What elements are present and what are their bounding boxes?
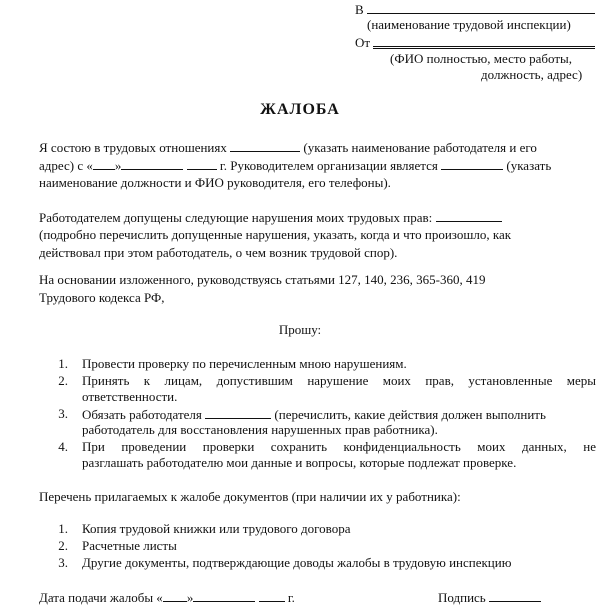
signature-blank bbox=[489, 589, 541, 602]
footer-signature: Подпись bbox=[438, 589, 541, 606]
attachment-2-number: 2. bbox=[58, 538, 68, 553]
day-blank bbox=[93, 157, 115, 170]
violations-blank bbox=[436, 209, 502, 222]
para1-line2: адрес) с « » г. Руководителем организации является (указать bbox=[39, 158, 552, 173]
para1-line1: Я состою в трудовых отношениях (указать наименование работодателя и его bbox=[39, 140, 537, 155]
request-4-line1: При проведении проверки сохранить конфиденциальность моих данных, не bbox=[82, 439, 596, 454]
request-2-line1: Принять к лицам, допустившим нарушение моих прав, установленные меры bbox=[82, 373, 596, 388]
footer-month-blank bbox=[193, 589, 255, 602]
para2-line1: Работодателем допущены следующие нарушения моих трудовых прав: bbox=[39, 209, 502, 226]
attachment-2-text: Расчетные листы bbox=[82, 538, 177, 553]
request-1-number: 1. bbox=[58, 356, 68, 371]
footer-day-blank bbox=[163, 589, 187, 602]
attachment-1-number: 1. bbox=[58, 521, 68, 536]
actions-blank bbox=[205, 406, 271, 419]
attachments-heading: Перечень прилагаемых к жалобе документов (при наличии их у работника): bbox=[39, 489, 461, 504]
para2-line3: действовал при этом работодатель, о чем возник трудовой спор). bbox=[39, 245, 398, 260]
para2-line2: (подробно перечислить допущенные нарушения, указать, когда и что произошло, как bbox=[39, 227, 512, 242]
request-3-number: 3. bbox=[58, 406, 68, 421]
attachment-3-text: Другие документы, подтверждающие доводы жалобы в трудовую инспекцию bbox=[82, 555, 512, 570]
request-3-line1: Обязать работодателя (перечислить, какие действия должен выполнить bbox=[82, 407, 546, 422]
header-from-label: От bbox=[355, 35, 371, 50]
request-3-line2: работодатель для восстановления нарушенных прав работника). bbox=[82, 422, 438, 437]
footer-year-blank bbox=[259, 589, 285, 602]
attachment-3-number: 3. bbox=[58, 555, 68, 570]
header-to-caption: (наименование трудовой инспекции) bbox=[367, 17, 571, 32]
request-2-number: 2. bbox=[58, 373, 68, 388]
para3-line2: Трудового кодекса РФ, bbox=[39, 290, 165, 305]
request-1-line1: Провести проверку по перечисленным мною нарушениям. bbox=[82, 356, 407, 371]
attachment-1-text: Копия трудовой книжки или трудового договора bbox=[82, 521, 351, 536]
header-to-blank bbox=[367, 1, 595, 14]
employer-blank bbox=[230, 139, 300, 152]
header-to-label: В bbox=[355, 2, 364, 17]
month-blank bbox=[121, 157, 183, 170]
year-blank bbox=[187, 157, 217, 170]
header-from-caption-1: (ФИО полностью, место работы, bbox=[390, 51, 572, 66]
header-to-row bbox=[355, 1, 595, 18]
header-from-caption-2: должность, адрес) bbox=[481, 67, 583, 82]
footer-date: Дата подачи жалобы « » г. bbox=[39, 590, 295, 605]
request-4-number: 4. bbox=[58, 439, 68, 454]
manager-blank bbox=[441, 157, 503, 170]
request-4-line2: разглашать работодателю мои данные и вопросы, которые подлежат проверке. bbox=[82, 455, 517, 470]
request-2-line2: ответственности. bbox=[82, 389, 178, 404]
para1-line3: наименование должности и ФИО руководителя, его телефоны). bbox=[39, 175, 391, 190]
request-heading: Прошу: bbox=[278, 322, 322, 337]
para3-line1: На основании изложенного, руководствуясь статьями 127, 140, 236, 365-360, 419 bbox=[39, 272, 486, 287]
document-title: ЖАЛОБА bbox=[260, 101, 340, 118]
